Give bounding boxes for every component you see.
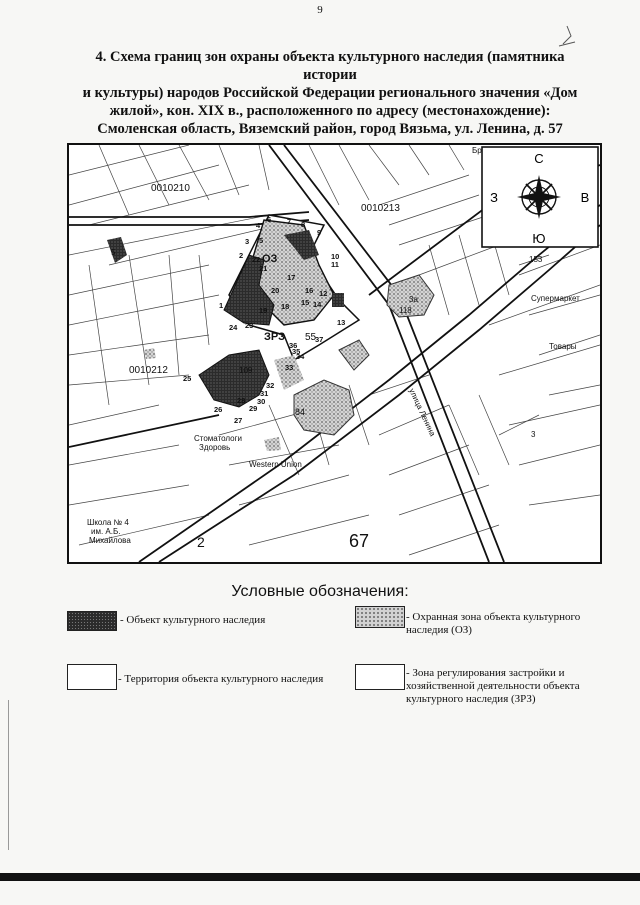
num-label: 109 xyxy=(239,366,253,375)
b-top-label: Бр xyxy=(472,146,482,155)
boundary-point: 8 xyxy=(301,220,306,229)
compass-north: С xyxy=(534,151,544,166)
num-label: 118 xyxy=(399,306,412,315)
clinic-label: Стоматологи xyxy=(194,434,243,443)
boundary-point: 34 xyxy=(296,352,305,361)
map-frame xyxy=(67,143,602,564)
boundary-point: 24 xyxy=(229,323,238,332)
num-label: 3 xyxy=(531,430,536,439)
block-label: 0010212 xyxy=(129,365,168,376)
market-label: Супермаркет xyxy=(531,294,580,303)
legend-swatch-protection-zone xyxy=(355,606,405,628)
boundary-point: 27 xyxy=(234,416,243,425)
boundary-point: 9 xyxy=(317,228,322,237)
num-label: 153 xyxy=(529,255,543,264)
school-addr-2: Михайлова xyxy=(89,536,131,545)
western-union-label: Western Union xyxy=(249,460,302,469)
street-label: улица Ленина xyxy=(407,387,438,438)
legend-regulation-zone: - Зона регулирования застройки и хозяйственной деятельности объекта культурного наследия (ЗРЗ) xyxy=(406,667,580,705)
boundary-point: 29 xyxy=(249,404,258,413)
boundary-point: 12 xyxy=(319,289,328,298)
scheme-map xyxy=(69,145,600,562)
title-line-4: Смоленская область, Вяземский район, город Вязьма, ул. Ленина, д. 57 xyxy=(97,121,563,137)
legend-heritage-territory: - Территория объекта культурного наследия xyxy=(118,673,324,685)
boundary-point: 13 xyxy=(337,318,346,327)
boundary-point: 1 xyxy=(219,301,224,310)
document-title xyxy=(70,48,590,138)
building-dotted-3 xyxy=(339,340,369,370)
building-dotted-5 xyxy=(144,348,156,359)
boundary-point: 35 xyxy=(292,347,301,356)
scan-bottom-edge xyxy=(0,873,640,881)
boundary-point: 21 xyxy=(259,264,268,273)
compass xyxy=(482,147,598,247)
legend-swatch-heritage-object xyxy=(67,611,117,631)
boundary-point: 26 xyxy=(214,405,223,414)
zone-zr3-label: ЗРЗ xyxy=(264,331,285,343)
block-label: 0010210 xyxy=(151,183,190,194)
boundary-point: 10 xyxy=(331,252,340,261)
boundary-point: 33 xyxy=(285,363,294,372)
boundary-point: 3 xyxy=(245,237,250,246)
heritage-object-3 xyxy=(332,293,344,307)
legend-title: Условные обозначения: xyxy=(231,583,409,600)
compass-south: Ю xyxy=(532,231,546,246)
boundary-point: 31 xyxy=(260,389,269,398)
num-label: 5 xyxy=(111,248,116,257)
boundary-point: 17 xyxy=(287,273,296,282)
boundary-point: 19 xyxy=(259,306,268,315)
boundary-point: 14 xyxy=(313,300,322,309)
scan-margin-line xyxy=(8,700,9,850)
block-label: 0010213 xyxy=(361,203,400,214)
boundary-point: 36 xyxy=(289,341,298,350)
boundary-point: 6 xyxy=(267,215,272,224)
label-55: 55 xyxy=(305,332,317,343)
title-line-1: 4. Схема границ зон охраны объекта культурного наследия (памятника истории xyxy=(95,49,565,83)
label-67: 67 xyxy=(349,531,370,551)
boundary-point: 15 xyxy=(301,298,310,307)
goods-label: Товары xyxy=(549,342,577,351)
boundary-point: 11 xyxy=(331,260,339,269)
boundary-point: 37 xyxy=(315,335,324,344)
zone-o3-label: ОЗ xyxy=(262,253,278,265)
boundary-point: 25 xyxy=(183,374,192,383)
legend-protection-zone: - Охранная зона объекта культурного наследия (ОЗ) xyxy=(406,611,581,636)
page-number: 9 xyxy=(317,4,323,16)
boundary-point: 18 xyxy=(281,302,290,311)
label-2: 2 xyxy=(197,534,205,550)
boundary-point: 20 xyxy=(271,286,280,295)
school-label: Школа № 4 xyxy=(87,518,129,527)
compass-east: В xyxy=(580,190,590,205)
boundary-point: 32 xyxy=(266,381,275,390)
num-label: 84 xyxy=(295,407,306,417)
title-line-2: и культуры) народов Российской Федерации регионального значения «Дом xyxy=(82,85,578,101)
clinic-label-2: Здоровь xyxy=(199,443,231,452)
boundary-point: 4 xyxy=(256,221,261,230)
boundary-point: 23 xyxy=(245,321,254,330)
boundary-point: 28 xyxy=(237,396,246,405)
boundary-point: 30 xyxy=(257,397,266,406)
building-dark-4 xyxy=(107,237,127,263)
school-addr-1: им. А.Б. xyxy=(91,527,121,536)
legend-swatch-regulation-zone xyxy=(355,664,405,690)
legend-heritage-object: - Объект культурного наследия xyxy=(120,614,266,626)
boundary-point: 5 xyxy=(259,236,264,245)
title-line-3: жилой», кон. XIX в., расположенного по адресу (местонахождение): xyxy=(109,103,551,119)
num-label: 3а xyxy=(409,295,418,304)
boundary-point: 2 xyxy=(239,251,244,260)
compass-west: З xyxy=(490,190,498,205)
boundary-point: 22 xyxy=(252,255,261,264)
legend-swatch-heritage-territory xyxy=(67,664,117,690)
building-dotted-6 xyxy=(264,437,281,451)
boundary-point: 7 xyxy=(287,217,292,226)
boundary-point: 16 xyxy=(305,286,314,295)
